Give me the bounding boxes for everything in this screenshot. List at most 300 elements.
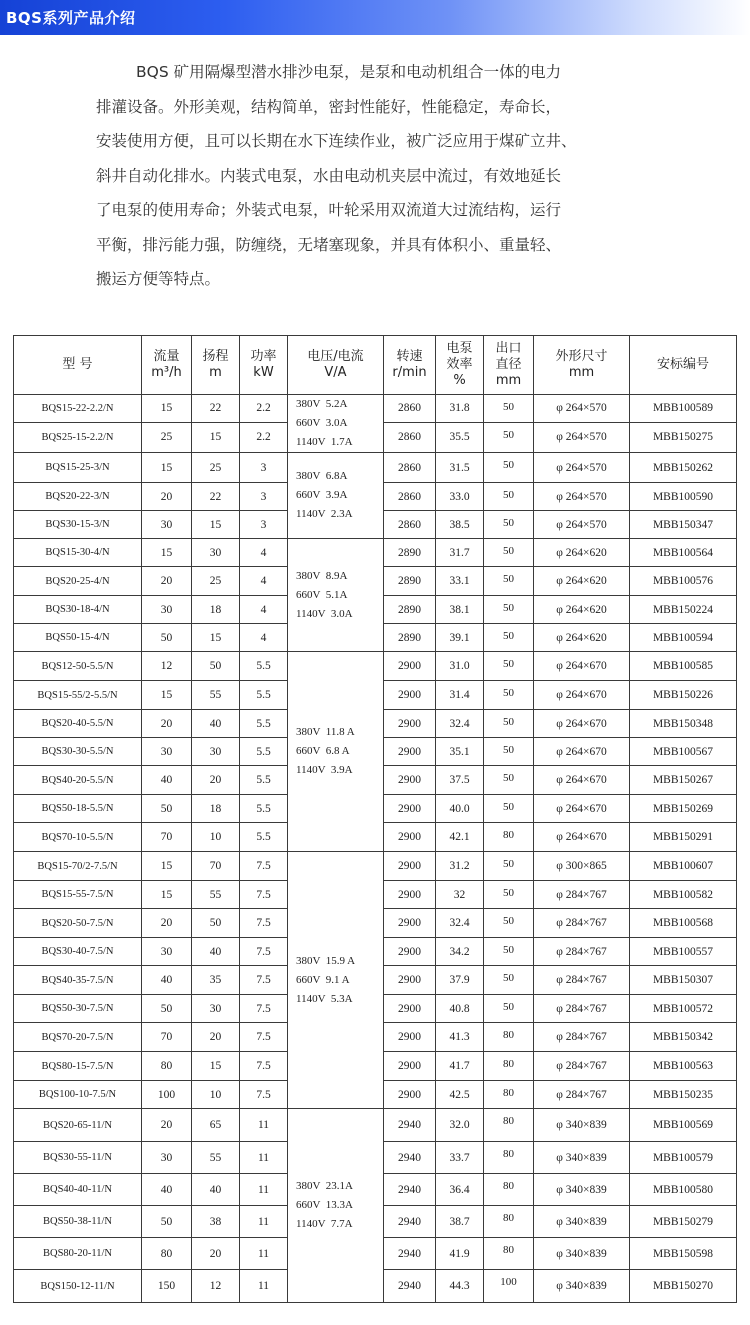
cell-dimensions: φ 264×670 (534, 766, 630, 795)
cell-outlet: 50 (484, 596, 534, 624)
cell-power: 2.2 (240, 395, 288, 423)
cell-efficiency: 31.4 (436, 681, 484, 710)
cell-model: BQS12-50-5.5/N (14, 652, 142, 681)
cell-cert: MBB150235 (630, 1081, 737, 1109)
cell-efficiency: 38.7 (436, 1206, 484, 1238)
header-dimensions: 外形尺寸 mm (534, 336, 630, 395)
cell-flow: 50 (142, 995, 192, 1023)
cell-head: 50 (192, 652, 240, 681)
cell-power: 11 (240, 1238, 288, 1270)
cell-dimensions: φ 264×670 (534, 681, 630, 710)
cell-head: 22 (192, 483, 240, 511)
cell-power: 7.5 (240, 909, 288, 938)
cell-outlet: 50 (484, 652, 534, 681)
cell-outlet: 50 (484, 795, 534, 823)
cell-cert: MBB150347 (630, 511, 737, 539)
cell-flow: 20 (142, 909, 192, 938)
cell-cert: MBB100568 (630, 909, 737, 938)
intro-line: 斜井自动化排水。内装式电泵，水由电动机夹层中流过，有效地延长 (96, 166, 562, 185)
cell-speed: 2860 (384, 483, 436, 511)
cell-outlet: 80 (484, 1052, 534, 1081)
cell-model: BQS15-22-2.2/N (14, 395, 142, 423)
cell-speed: 2860 (384, 511, 436, 539)
cell-model: BQS50-15-4/N (14, 624, 142, 652)
cell-speed: 2860 (384, 453, 436, 483)
cell-head: 30 (192, 995, 240, 1023)
cell-efficiency: 32.4 (436, 909, 484, 938)
cell-head: 15 (192, 511, 240, 539)
table-row (14, 652, 737, 681)
cell-power: 7.5 (240, 852, 288, 881)
cell-outlet: 80 (484, 1081, 534, 1109)
cell-speed: 2900 (384, 995, 436, 1023)
cell-speed: 2940 (384, 1174, 436, 1206)
cell-power: 3 (240, 453, 288, 483)
cell-cert: MBB100557 (630, 938, 737, 966)
cell-efficiency: 41.7 (436, 1052, 484, 1081)
cell-efficiency: 32.4 (436, 710, 484, 738)
cell-efficiency: 35.5 (436, 422, 484, 452)
cell-outlet: 80 (484, 1023, 534, 1052)
cell-power: 5.5 (240, 652, 288, 681)
cell-outlet: 50 (484, 766, 534, 795)
cell-speed: 2900 (384, 1023, 436, 1052)
cell-head: 65 (192, 1109, 240, 1142)
cell-power: 5.5 (240, 795, 288, 823)
cell-power: 5.5 (240, 766, 288, 795)
cell-flow: 15 (142, 881, 192, 909)
table-row (14, 852, 737, 881)
cell-outlet: 100 (484, 1270, 534, 1303)
cell-head: 20 (192, 766, 240, 795)
cell-dimensions: φ 264×570 (534, 511, 630, 539)
cell-speed: 2890 (384, 539, 436, 567)
cell-speed: 2900 (384, 909, 436, 938)
header-cert: 安标编号 (630, 336, 737, 395)
intro-line: 平衡，排污能力强，防缠绕，无堵塞现象，并具有体积小、重量轻、 (96, 235, 562, 254)
cell-efficiency: 40.0 (436, 795, 484, 823)
cell-dimensions: φ 264×570 (534, 422, 630, 452)
cell-speed: 2900 (384, 1081, 436, 1109)
intro-paragraph (96, 55, 636, 297)
cell-power: 5.5 (240, 681, 288, 710)
cell-cert: MBB100589 (630, 395, 737, 423)
cell-efficiency: 33.7 (436, 1142, 484, 1174)
cell-head: 20 (192, 1238, 240, 1270)
cell-cert: MBB150224 (630, 596, 737, 624)
cell-speed: 2900 (384, 652, 436, 681)
cell-efficiency: 42.1 (436, 823, 484, 852)
cell-dimensions: φ 284×767 (534, 1023, 630, 1052)
cell-power: 4 (240, 539, 288, 567)
cell-head: 40 (192, 1174, 240, 1206)
cell-efficiency: 38.1 (436, 596, 484, 624)
cell-efficiency: 35.1 (436, 738, 484, 766)
cell-power: 4 (240, 624, 288, 652)
cell-flow: 40 (142, 766, 192, 795)
cell-cert: MBB100567 (630, 738, 737, 766)
cell-voltage-current: 380V 8.9A 660V 5.1A 1140V 3.0A (288, 539, 384, 652)
cell-head: 15 (192, 624, 240, 652)
cell-model: BQS30-18-4/N (14, 596, 142, 624)
cell-efficiency: 31.8 (436, 395, 484, 423)
cell-voltage-current: 380V 15.9 A 660V 9.1 A 1140V 5.3A (288, 852, 384, 1109)
cell-flow: 15 (142, 852, 192, 881)
cell-speed: 2900 (384, 938, 436, 966)
cell-flow: 20 (142, 567, 192, 596)
banner-title: BQS系列产品介绍 (6, 9, 136, 27)
cell-flow: 15 (142, 453, 192, 483)
header-power: 功率 kW (240, 336, 288, 395)
cell-dimensions: φ 340×839 (534, 1270, 630, 1303)
cell-flow: 25 (142, 422, 192, 452)
cell-flow: 40 (142, 966, 192, 995)
cell-dimensions: φ 264×670 (534, 652, 630, 681)
cell-head: 25 (192, 453, 240, 483)
cell-model: BQS30-30-5.5/N (14, 738, 142, 766)
cell-efficiency: 38.5 (436, 511, 484, 539)
cell-head: 50 (192, 909, 240, 938)
cell-efficiency: 31.2 (436, 852, 484, 881)
cell-outlet: 50 (484, 453, 534, 483)
cell-model: BQS15-55-7.5/N (14, 881, 142, 909)
cell-dimensions: φ 264×670 (534, 795, 630, 823)
cell-dimensions: φ 264×670 (534, 738, 630, 766)
cell-flow: 50 (142, 795, 192, 823)
cell-efficiency: 44.3 (436, 1270, 484, 1303)
cell-head: 15 (192, 1052, 240, 1081)
cell-cert: MBB150291 (630, 823, 737, 852)
cell-power: 7.5 (240, 1052, 288, 1081)
cell-outlet: 50 (484, 881, 534, 909)
cell-outlet: 50 (484, 738, 534, 766)
cell-speed: 2900 (384, 881, 436, 909)
cell-efficiency: 40.8 (436, 995, 484, 1023)
cell-efficiency: 41.3 (436, 1023, 484, 1052)
cell-flow: 50 (142, 1206, 192, 1238)
cell-model: BQS150-12-11/N (14, 1270, 142, 1303)
cell-model: BQS15-70/2-7.5/N (14, 852, 142, 881)
cell-speed: 2940 (384, 1206, 436, 1238)
cell-dimensions: φ 284×767 (534, 938, 630, 966)
cell-head: 35 (192, 966, 240, 995)
cell-efficiency: 42.5 (436, 1081, 484, 1109)
cell-speed: 2900 (384, 795, 436, 823)
cell-dimensions: φ 264×670 (534, 710, 630, 738)
cell-flow: 70 (142, 823, 192, 852)
cell-model: BQS30-55-11/N (14, 1142, 142, 1174)
cell-flow: 80 (142, 1238, 192, 1270)
cell-model: BQS20-25-4/N (14, 567, 142, 596)
cell-model: BQS50-30-7.5/N (14, 995, 142, 1023)
cell-power: 11 (240, 1174, 288, 1206)
cell-outlet: 50 (484, 995, 534, 1023)
cell-outlet: 50 (484, 395, 534, 423)
cell-head: 55 (192, 881, 240, 909)
cell-flow: 80 (142, 1052, 192, 1081)
cell-speed: 2860 (384, 395, 436, 423)
cell-dimensions: φ 264×670 (534, 823, 630, 852)
cell-head: 18 (192, 596, 240, 624)
cell-cert: MBB150262 (630, 453, 737, 483)
cell-model: BQS15-55/2-5.5/N (14, 681, 142, 710)
cell-power: 7.5 (240, 995, 288, 1023)
intro-line: BQS 矿用隔爆型潜水排沙电泵，是泵和电动机组合一体的电力 (136, 63, 562, 81)
cell-model: BQS100-10-7.5/N (14, 1081, 142, 1109)
cell-outlet: 50 (484, 624, 534, 652)
cell-cert: MBB100579 (630, 1142, 737, 1174)
cell-model: BQS50-38-11/N (14, 1206, 142, 1238)
cell-speed: 2900 (384, 966, 436, 995)
cell-power: 7.5 (240, 1081, 288, 1109)
cell-efficiency: 33.0 (436, 483, 484, 511)
cell-dimensions: φ 284×767 (534, 1081, 630, 1109)
cell-outlet: 50 (484, 909, 534, 938)
cell-flow: 150 (142, 1270, 192, 1303)
cell-speed: 2900 (384, 852, 436, 881)
cell-model: BQS70-20-7.5/N (14, 1023, 142, 1052)
cell-cert: MBB100563 (630, 1052, 737, 1081)
cell-model: BQS40-40-11/N (14, 1174, 142, 1206)
cell-efficiency: 37.5 (436, 766, 484, 795)
cell-model: BQS30-15-3/N (14, 511, 142, 539)
cell-outlet: 50 (484, 852, 534, 881)
cell-flow: 30 (142, 738, 192, 766)
cell-model: BQS20-65-11/N (14, 1109, 142, 1142)
cell-dimensions: φ 340×839 (534, 1142, 630, 1174)
cell-voltage-current: 380V 6.8A 660V 3.9A 1140V 2.3A (288, 453, 384, 539)
cell-speed: 2900 (384, 681, 436, 710)
cell-outlet: 80 (484, 1238, 534, 1270)
cell-outlet: 50 (484, 710, 534, 738)
header-model: 型 号 (14, 336, 142, 395)
cell-power: 11 (240, 1109, 288, 1142)
cell-outlet: 80 (484, 1206, 534, 1238)
cell-efficiency: 37.9 (436, 966, 484, 995)
cell-outlet: 80 (484, 1174, 534, 1206)
cell-head: 18 (192, 795, 240, 823)
cell-model: BQS80-20-11/N (14, 1238, 142, 1270)
cell-cert: MBB100564 (630, 539, 737, 567)
cell-power: 11 (240, 1206, 288, 1238)
cell-dimensions: φ 284×767 (534, 881, 630, 909)
cell-head: 30 (192, 738, 240, 766)
cell-model: BQS70-10-5.5/N (14, 823, 142, 852)
cell-head: 40 (192, 938, 240, 966)
cell-dimensions: φ 340×839 (534, 1174, 630, 1206)
cell-power: 2.2 (240, 422, 288, 452)
cell-cert: MBB100607 (630, 852, 737, 881)
cell-flow: 30 (142, 596, 192, 624)
cell-cert: MBB150598 (630, 1238, 737, 1270)
cell-speed: 2860 (384, 422, 436, 452)
cell-model: BQS20-22-3/N (14, 483, 142, 511)
cell-flow: 15 (142, 681, 192, 710)
cell-dimensions: φ 284×767 (534, 1052, 630, 1081)
cell-dimensions: φ 264×570 (534, 483, 630, 511)
header-speed: 转速 r/min (384, 336, 436, 395)
cell-outlet: 50 (484, 567, 534, 596)
table-row (14, 395, 737, 423)
cell-cert: MBB150307 (630, 966, 737, 995)
cell-speed: 2940 (384, 1109, 436, 1142)
cell-head: 55 (192, 681, 240, 710)
cell-outlet: 50 (484, 483, 534, 511)
cell-flow: 20 (142, 483, 192, 511)
cell-outlet: 80 (484, 823, 534, 852)
intro-line: 搬运方便等特点。 (96, 270, 221, 288)
cell-model: BQS30-40-7.5/N (14, 938, 142, 966)
cell-head: 22 (192, 395, 240, 423)
cell-power: 4 (240, 596, 288, 624)
cell-dimensions: φ 340×839 (534, 1206, 630, 1238)
header-voltage: 电压/电流 V/A (288, 336, 384, 395)
cell-efficiency: 31.7 (436, 539, 484, 567)
cell-dimensions: φ 264×620 (534, 567, 630, 596)
cell-power: 4 (240, 567, 288, 596)
cell-head: 20 (192, 1023, 240, 1052)
cell-dimensions: φ 284×767 (534, 909, 630, 938)
cell-cert: MBB100585 (630, 652, 737, 681)
cell-dimensions: φ 300×865 (534, 852, 630, 881)
cell-model: BQS15-30-4/N (14, 539, 142, 567)
cell-flow: 15 (142, 539, 192, 567)
cell-flow: 40 (142, 1174, 192, 1206)
cell-speed: 2940 (384, 1270, 436, 1303)
cell-power: 7.5 (240, 938, 288, 966)
cell-head: 30 (192, 539, 240, 567)
cell-outlet: 50 (484, 938, 534, 966)
cell-power: 11 (240, 1142, 288, 1174)
table-row (14, 1109, 737, 1142)
header-efficiency: 电泵 效率 % (436, 336, 484, 395)
cell-speed: 2940 (384, 1142, 436, 1174)
intro-line: 安装使用方便，且可以长期在水下连续作业，被广泛应用于煤矿立井、 (96, 132, 577, 150)
cell-model: BQS20-50-7.5/N (14, 909, 142, 938)
cell-flow: 30 (142, 1142, 192, 1174)
cell-cert: MBB150275 (630, 422, 737, 452)
cell-power: 3 (240, 483, 288, 511)
cell-dimensions: φ 264×620 (534, 624, 630, 652)
cell-efficiency: 39.1 (436, 624, 484, 652)
cell-outlet: 80 (484, 1142, 534, 1174)
cell-speed: 2900 (384, 710, 436, 738)
cell-cert: MBB100590 (630, 483, 737, 511)
table-row (14, 453, 737, 483)
cell-voltage-current: 380V 23.1A 660V 13.3A 1140V 7.7A (288, 1109, 384, 1303)
cell-outlet: 80 (484, 1109, 534, 1142)
cell-efficiency: 31.0 (436, 652, 484, 681)
cell-outlet: 50 (484, 681, 534, 710)
intro-line: 了电泵的使用寿命；外装式电泵，叶轮采用双流道大过流结构，运行 (96, 201, 562, 219)
cell-outlet: 50 (484, 422, 534, 452)
cell-model: BQS40-20-5.5/N (14, 766, 142, 795)
cell-flow: 15 (142, 395, 192, 423)
cell-model: BQS15-25-3/N (14, 453, 142, 483)
cell-model: BQS25-15-2.2/N (14, 422, 142, 452)
cell-dimensions: φ 264×570 (534, 395, 630, 423)
cell-cert: MBB100572 (630, 995, 737, 1023)
cell-speed: 2900 (384, 1052, 436, 1081)
cell-dimensions: φ 264×620 (534, 596, 630, 624)
cell-flow: 50 (142, 624, 192, 652)
cell-flow: 20 (142, 710, 192, 738)
cell-flow: 100 (142, 1081, 192, 1109)
cell-dimensions: φ 284×767 (534, 966, 630, 995)
cell-efficiency: 41.9 (436, 1238, 484, 1270)
cell-cert: MBB150226 (630, 681, 737, 710)
header-flow: 流量 m³/h (142, 336, 192, 395)
cell-model: BQS80-15-7.5/N (14, 1052, 142, 1081)
cell-cert: MBB150342 (630, 1023, 737, 1052)
cell-dimensions: φ 340×839 (534, 1109, 630, 1142)
cell-model: BQS20-40-5.5/N (14, 710, 142, 738)
cell-dimensions: φ 264×620 (534, 539, 630, 567)
cell-flow: 30 (142, 938, 192, 966)
cell-cert: MBB100594 (630, 624, 737, 652)
cell-flow: 12 (142, 652, 192, 681)
cell-speed: 2900 (384, 766, 436, 795)
cell-power: 7.5 (240, 966, 288, 995)
cell-power: 5.5 (240, 738, 288, 766)
cell-efficiency: 32.0 (436, 1109, 484, 1142)
table-row (14, 539, 737, 567)
cell-efficiency: 32 (436, 881, 484, 909)
cell-cert: MBB150279 (630, 1206, 737, 1238)
cell-head: 38 (192, 1206, 240, 1238)
header-outlet: 出口 直径 mm (484, 336, 534, 395)
cell-power: 7.5 (240, 881, 288, 909)
cell-head: 40 (192, 710, 240, 738)
cell-speed: 2900 (384, 738, 436, 766)
table-header-row (14, 336, 737, 395)
cell-head: 12 (192, 1270, 240, 1303)
cell-cert: MBB100569 (630, 1109, 737, 1142)
cell-head: 15 (192, 422, 240, 452)
cell-head: 25 (192, 567, 240, 596)
cell-speed: 2900 (384, 823, 436, 852)
cell-voltage-current: 380V 11.8 A 660V 6.8 A 1140V 3.9A (288, 652, 384, 852)
cell-head: 70 (192, 852, 240, 881)
cell-cert: MBB150348 (630, 710, 737, 738)
cell-dimensions: φ 284×767 (534, 995, 630, 1023)
cell-efficiency: 33.1 (436, 567, 484, 596)
cell-dimensions: φ 340×839 (534, 1238, 630, 1270)
cell-power: 11 (240, 1270, 288, 1303)
cell-efficiency: 31.5 (436, 453, 484, 483)
cell-efficiency: 34.2 (436, 938, 484, 966)
cell-head: 55 (192, 1142, 240, 1174)
cell-speed: 2890 (384, 624, 436, 652)
cell-efficiency: 36.4 (436, 1174, 484, 1206)
cell-cert: MBB100580 (630, 1174, 737, 1206)
cell-power: 5.5 (240, 823, 288, 852)
title-banner (0, 0, 750, 35)
cell-model: BQS50-18-5.5/N (14, 795, 142, 823)
cell-cert: MBB100582 (630, 881, 737, 909)
cell-head: 10 (192, 1081, 240, 1109)
cell-power: 5.5 (240, 710, 288, 738)
cell-speed: 2890 (384, 567, 436, 596)
cell-power: 7.5 (240, 1023, 288, 1052)
cell-power: 3 (240, 511, 288, 539)
cell-dimensions: φ 264×570 (534, 453, 630, 483)
cell-speed: 2940 (384, 1238, 436, 1270)
cell-flow: 20 (142, 1109, 192, 1142)
table-body (14, 395, 737, 1303)
spec-table (13, 335, 737, 1303)
cell-speed: 2890 (384, 596, 436, 624)
